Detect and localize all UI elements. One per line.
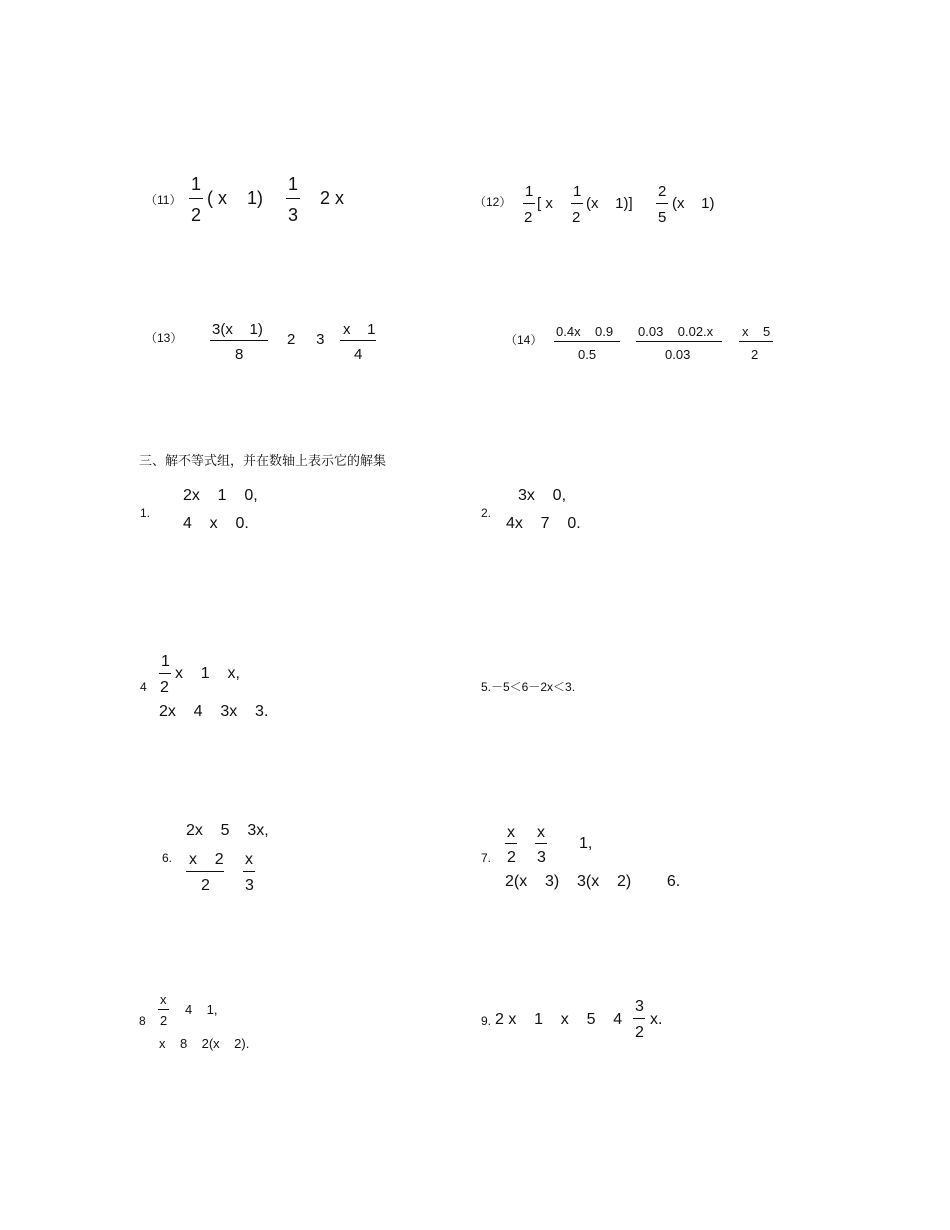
- p12-term-a: [ x: [537, 195, 553, 212]
- q9-term-a: 2 x 1 x 5 4: [495, 1011, 623, 1028]
- q7-frac1-denominator: 2: [507, 849, 516, 866]
- q7-frac1-numerator: x: [507, 824, 515, 841]
- p14-frac3-bar: [739, 341, 773, 342]
- q2-line2: 4x 7 0.: [506, 515, 581, 532]
- q8-rhs: 4 1,: [185, 1002, 218, 1017]
- question-6-number: 6.: [162, 851, 173, 865]
- q6-line1: 2x 5 3x,: [186, 822, 269, 839]
- p14-frac3-numerator: x 5: [742, 324, 771, 339]
- p11-frac1-bar: [189, 198, 203, 199]
- question-7-number: 7.: [481, 851, 492, 865]
- p11-term-a: ( x 1): [207, 188, 264, 208]
- q6-frac2-numerator: x: [245, 851, 253, 868]
- section-title: 三、解不等式组，并在数轴上表示它的解集: [139, 453, 387, 468]
- p12-frac1-numerator: 1: [525, 183, 534, 200]
- p11-frac2-bar: [286, 198, 300, 199]
- q6-frac1-numerator: x 2: [189, 851, 224, 868]
- p12-term-c: (x 1): [672, 195, 715, 212]
- p12-term-b: (x 1)]: [586, 195, 633, 212]
- p14-frac1-denominator: 0.5: [578, 347, 597, 362]
- question-1-number: 1.: [140, 506, 151, 520]
- q8-frac-denominator: 2: [160, 1013, 168, 1028]
- problem-14-number: （14）: [505, 333, 543, 347]
- q8-line2: x 8 2(x 2).: [159, 1036, 250, 1051]
- q6-frac2-bar: [243, 871, 255, 872]
- p12-frac1-bar: [523, 203, 535, 204]
- q6-frac1-denominator: 2: [201, 877, 210, 894]
- question-4-number: 4: [140, 680, 147, 694]
- q9-term-b: x.: [650, 1011, 663, 1028]
- p11-frac1-denominator: 2: [191, 205, 202, 225]
- problem-12-number: （12）: [474, 195, 512, 209]
- question-5: 5.－5＜6－2x＜3.: [481, 680, 576, 694]
- p12-frac2-bar: [571, 203, 583, 204]
- p11-frac1-numerator: 1: [191, 174, 202, 194]
- p12-frac3-numerator: 2: [658, 183, 667, 200]
- p12-frac3-denominator: 5: [658, 209, 667, 226]
- p12-frac1-denominator: 2: [524, 209, 533, 226]
- p13-frac2-numerator: x 1: [343, 321, 376, 338]
- q4-frac-numerator: 1: [161, 653, 170, 670]
- q2-line1: 3x 0,: [518, 487, 567, 504]
- p12-frac2-denominator: 2: [572, 209, 581, 226]
- q9-frac-numerator: 3: [635, 998, 644, 1015]
- q7-frac2-numerator: x: [537, 824, 545, 841]
- p12-frac3-bar: [656, 203, 668, 204]
- q7-line2: 2(x 3) 3(x 2) 6.: [505, 873, 681, 890]
- p12-frac2-numerator: 1: [573, 183, 582, 200]
- q8-frac-bar: [158, 1009, 169, 1010]
- p13-term-a: 2 3: [287, 331, 325, 348]
- q6-frac2-denominator: 3: [245, 877, 254, 894]
- q4-line2: 2x 4 3x 3.: [159, 703, 269, 720]
- p11-term-b: 2 x: [320, 188, 345, 208]
- p13-frac2-bar: [340, 340, 376, 341]
- p14-frac2-bar: [636, 341, 722, 342]
- q7-frac2-denominator: 3: [537, 849, 546, 866]
- question-8-number: 8: [139, 1014, 146, 1028]
- problem-13-number: （13）: [145, 331, 183, 345]
- q9-frac-bar: [633, 1018, 645, 1019]
- q4-frac-denominator: 2: [160, 679, 169, 696]
- q6-frac1-bar: [186, 871, 224, 872]
- q4-frac-bar: [159, 673, 171, 674]
- p14-frac1-bar: [554, 341, 620, 342]
- p11-frac2-denominator: 3: [288, 205, 299, 225]
- problem-11-number: （11）: [145, 193, 182, 207]
- p13-frac2-denominator: 4: [354, 346, 363, 363]
- p13-frac1-denominator: 8: [235, 346, 244, 363]
- p14-frac3-denominator: 2: [751, 347, 759, 362]
- q1-line2: 4 x 0.: [183, 515, 249, 532]
- p13-frac1-numerator: 3(x 1): [212, 321, 263, 338]
- q7-frac1-bar: [505, 843, 517, 844]
- q8-frac-numerator: x: [160, 992, 167, 1007]
- p11-frac2-numerator: 1: [288, 174, 299, 194]
- q7-rhs: 1,: [579, 835, 593, 852]
- p13-frac1-bar: [210, 340, 268, 341]
- p14-frac2-denominator: 0.03: [665, 347, 691, 362]
- p14-frac1-numerator: 0.4x 0.9: [556, 324, 614, 339]
- q1-line1: 2x 1 0,: [183, 487, 258, 504]
- q4-line1: x 1 x,: [175, 665, 240, 682]
- question-2-number: 2.: [481, 506, 492, 520]
- q9-frac-denominator: 2: [635, 1024, 644, 1041]
- q7-frac2-bar: [535, 843, 547, 844]
- question-9-number: 9.: [481, 1014, 492, 1028]
- p14-frac2-numerator: 0.03 0.02.x: [638, 324, 714, 339]
